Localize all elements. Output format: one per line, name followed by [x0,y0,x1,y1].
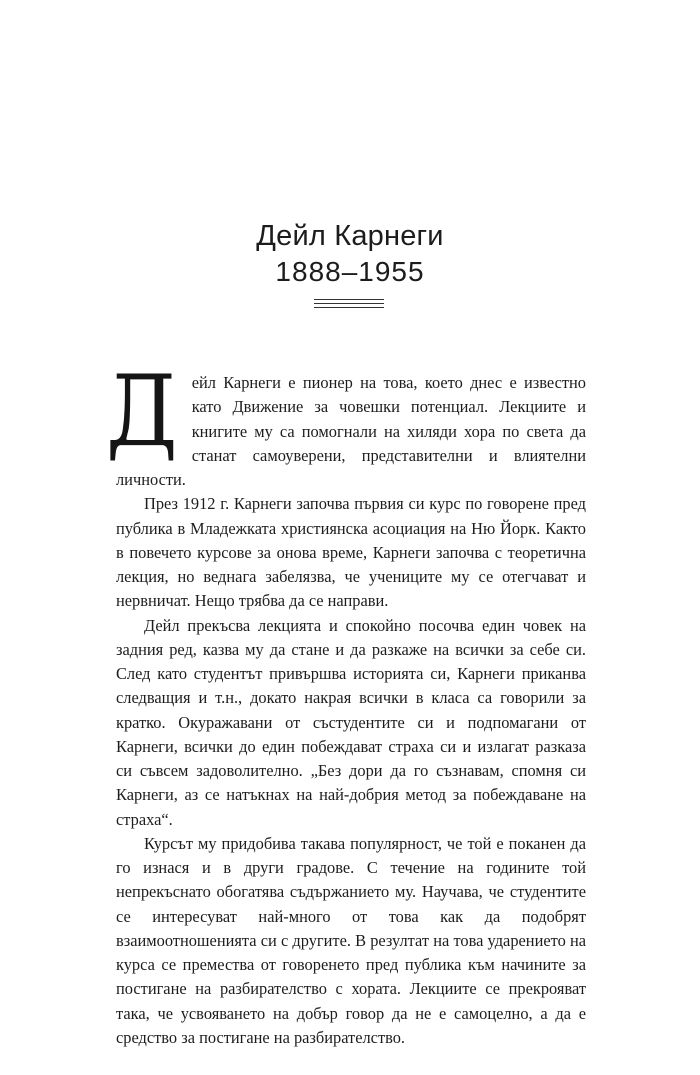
chapter-body [106,355,586,1050]
paragraph-3: Дейл прекъсва лекцията и спокойно посочва един човек на задния ред, казва му да стане и да разкаже на всички за себе си. След като студентът привършва историята си, Карнеги приканва следващия и т.н., докато накрая всички в класа са говорили за кратко. Окуражавани от състудентите си и подпомагани от Карнеги, всички до един побеждават страха си и излагат разказа си съвсем задоволително. „Без дори да го съзнавам, спомня си Карнеги, аз се натъкнах на най-добрия метод за побеждаване на страха“. [116,615,586,829]
paragraph-1-text: ейл Карнеги е пионер на това, което днес е известно като Движение за човешки потенциал. Лекциите и книгите му са помогнали на хиляди хора по света да станат самоуверени, представителни и влиятелни личности. [116,373,586,489]
chapter-years: 1888–1955 [275,256,425,287]
ornamental-rule [314,299,384,309]
paragraph-4: Курсът му придобива такава популярност, че той е поканен да го изнася и в други градове. С течение на годините той непрекъснато обогатява съдържанието му. Научава, че студентите се интересуват най-много от това как да подобрят взаимоотношенията си с другите. В резултат на това ударението на курса се премества от говоренето пред публика към начините за постигане на разбирателство с хората. Лекциите се прекрояват така, че усвояването на добър говор да не е самоцелно, а да е средство за постигане на разбирателство. [116,833,586,1047]
chapter-title: Дейл Карнеги [256,220,444,252]
drop-cap: Д [106,355,178,469]
chapter-header [0,218,700,290]
paragraph-2: През 1912 г. Карнеги започва първия си курс по говорене пред публика в Младежката християнска асоциация на Ню Йорк. Както в повечето курсове за онова време, Карнеги започва с теоретична лекция, но веднага забелязва, че учениците му се отегчават и нервничат. Нещо трябва да се направи. [116,494,586,611]
paragraph-1 [106,355,586,492]
